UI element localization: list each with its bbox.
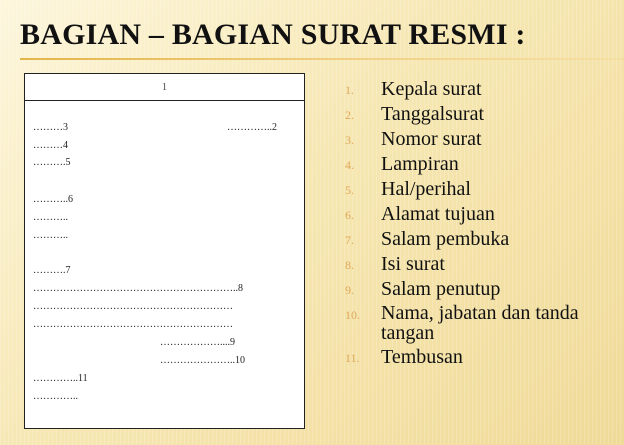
- line-9: ………………....9: [160, 337, 235, 348]
- list-text: Tanggalsurat: [381, 103, 485, 125]
- list-item: [345, 75, 620, 100]
- list-item: [345, 300, 620, 343]
- list-item: [345, 100, 620, 125]
- list-text: Isi surat: [381, 253, 445, 275]
- list-number: 11.: [345, 351, 360, 365]
- list-item: [345, 343, 620, 368]
- line-7: ……….7: [33, 265, 71, 276]
- line-8: ……………………………………………………..8: [33, 283, 243, 294]
- list-item: [345, 250, 620, 275]
- list-item: [345, 225, 620, 250]
- list-text: Alamat tujuan: [381, 203, 495, 225]
- list-text: Salam pembuka: [381, 228, 510, 250]
- list-number: 3.: [345, 133, 354, 147]
- list-number: 10.: [345, 308, 360, 322]
- list-number: 1.: [345, 83, 354, 97]
- parts-list: [345, 75, 620, 368]
- line-10: …………………..10: [160, 355, 245, 366]
- line-5: ……….5: [33, 157, 71, 168]
- line-3: ………3: [33, 122, 68, 133]
- list-text: Tembusan: [381, 346, 463, 368]
- list-item: [345, 175, 620, 200]
- list-text: Lampiran: [381, 153, 459, 175]
- line-4: ………4: [33, 140, 68, 151]
- list-text: Hal/perihal: [381, 178, 471, 200]
- line-8b: ……………………………………………………: [33, 301, 233, 312]
- letter-header-box: 1: [25, 74, 304, 101]
- line-2: …………..2: [227, 122, 277, 133]
- list-text: Kepala surat: [381, 78, 482, 100]
- list-number: 9.: [345, 283, 354, 297]
- line-11b: …………..: [33, 391, 78, 402]
- list-number: 8.: [345, 258, 354, 272]
- line-6c: ………..: [33, 230, 68, 241]
- list-item: [345, 125, 620, 150]
- list-text: Nama, jabatan dan tanda tangan: [381, 302, 579, 344]
- list-number: 4.: [345, 158, 354, 172]
- line-6: ………..6: [33, 194, 73, 205]
- line-6b: ………..: [33, 212, 68, 223]
- title-underline: [20, 58, 624, 60]
- list-item: [345, 200, 620, 225]
- line-8c: ……………………………………………………: [33, 319, 233, 330]
- list-item: [345, 275, 620, 300]
- list-item: [345, 150, 620, 175]
- list-number: 5.: [345, 183, 354, 197]
- list-number: 6.: [345, 208, 354, 222]
- list-text: Nomor surat: [381, 128, 482, 150]
- list-number: 7.: [345, 233, 354, 247]
- list-text: Salam penutup: [381, 278, 501, 300]
- letter-diagram: [24, 73, 305, 429]
- slide-title: BAGIAN – BAGIAN SURAT RESMI :: [20, 18, 526, 51]
- list-number: 2.: [345, 108, 354, 122]
- line-11: …………..11: [33, 373, 88, 384]
